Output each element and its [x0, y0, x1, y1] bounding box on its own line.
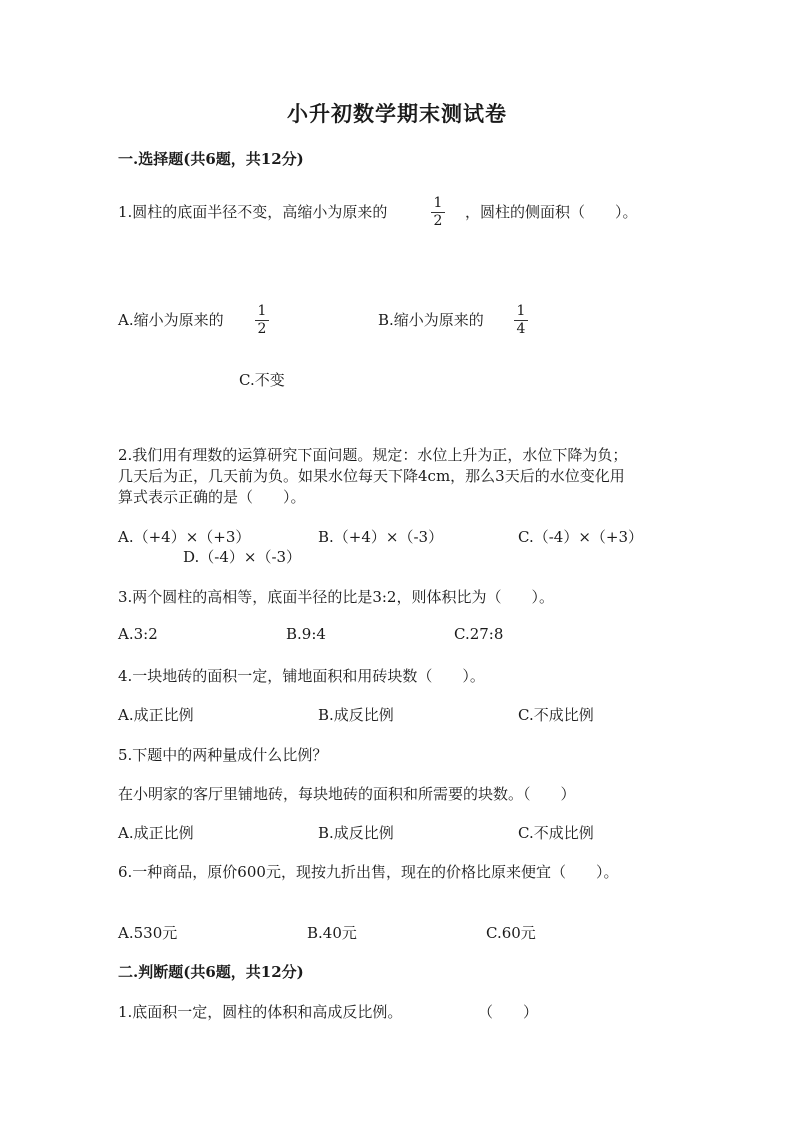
q3-option-a: A.3:2: [118, 625, 158, 643]
fraction-numerator: 1: [516, 303, 526, 319]
q4-stem: 4.一块地砖的面积一定，铺地面积和用砖块数（ ）。: [118, 667, 485, 685]
fraction-numerator: 1: [433, 195, 443, 211]
q2-option-b: B.（+4）×（-3）: [318, 528, 444, 546]
q5-option-b: B.成反比例: [318, 824, 394, 842]
q2-stem-line1: 2.我们用有理数的运算研究下面问题。规定：水位上升为正，水位下降为负；: [118, 446, 628, 464]
q1-option-b-fraction: [514, 304, 528, 337]
q1-option-a-fraction: [255, 304, 269, 337]
q5-option-a: A.成正比例: [118, 824, 194, 842]
q1-stem-fraction: [431, 196, 445, 229]
fraction-denominator: 4: [516, 321, 526, 337]
fraction-denominator: 2: [433, 213, 443, 229]
q4-option-c: C.不成比例: [518, 706, 594, 724]
section-heading-judgement: 二.判断题(共6题，共12分): [118, 963, 304, 981]
q5-sub: 在小明家的客厅里铺地砖，每块地砖的面积和所需要的块数。（ ）: [118, 785, 576, 803]
judge-q1-stem: 1.底面积一定，圆柱的体积和高成反比例。: [118, 1003, 403, 1021]
q3-option-b: B.9:4: [286, 625, 326, 643]
q4-option-b: B.成反比例: [318, 706, 394, 724]
q5-option-c: C.不成比例: [518, 824, 594, 842]
q1-stem-text: 1.圆柱的底面半径不变，高缩小为原来的: [118, 203, 388, 221]
q2-option-c: C.（-4）×（+3）: [518, 528, 644, 546]
section-heading-choice: 一.选择题(共6题，共12分): [118, 150, 304, 168]
q6-stem: 6.一种商品，原价600元，现按九折出售，现在的价格比原来便宜（ ）。: [118, 863, 619, 881]
q1-stem-tail: ，圆柱的侧面积（ ）。: [465, 203, 638, 221]
q2-option-d: D.（-4）×（-3）: [183, 548, 302, 566]
q1-option-a: A.缩小为原来的: [118, 311, 224, 329]
q2-stem-line3: 算式表示正确的是（ ）。: [118, 488, 306, 506]
q4-option-a: A.成正比例: [118, 706, 194, 724]
q2-stem-line2: 几天后为正，几天前为负。如果水位每天下降4cm，那么3天后的水位变化用: [118, 467, 625, 485]
q3-option-c: C.27:8: [454, 625, 504, 643]
q2-option-a: A.（+4）×（+3）: [118, 528, 251, 546]
q1-option-c: C.不变: [239, 371, 285, 389]
fraction-denominator: 2: [257, 321, 267, 337]
q1-option-b: B.缩小为原来的: [378, 311, 484, 329]
page-title: 小升初数学期末测试卷: [287, 101, 507, 126]
judge-q1-blank: （ ）: [478, 1003, 539, 1021]
q6-option-a: A.530元: [118, 924, 178, 942]
q6-option-c: C.60元: [486, 924, 536, 942]
q5-stem: 5.下题中的两种量成什么比例？: [118, 746, 328, 764]
q6-option-b: B.40元: [307, 924, 357, 942]
q3-stem: 3.两个圆柱的高相等，底面半径的比是3:2，则体积比为（ ）。: [118, 588, 554, 606]
fraction-numerator: 1: [257, 303, 267, 319]
